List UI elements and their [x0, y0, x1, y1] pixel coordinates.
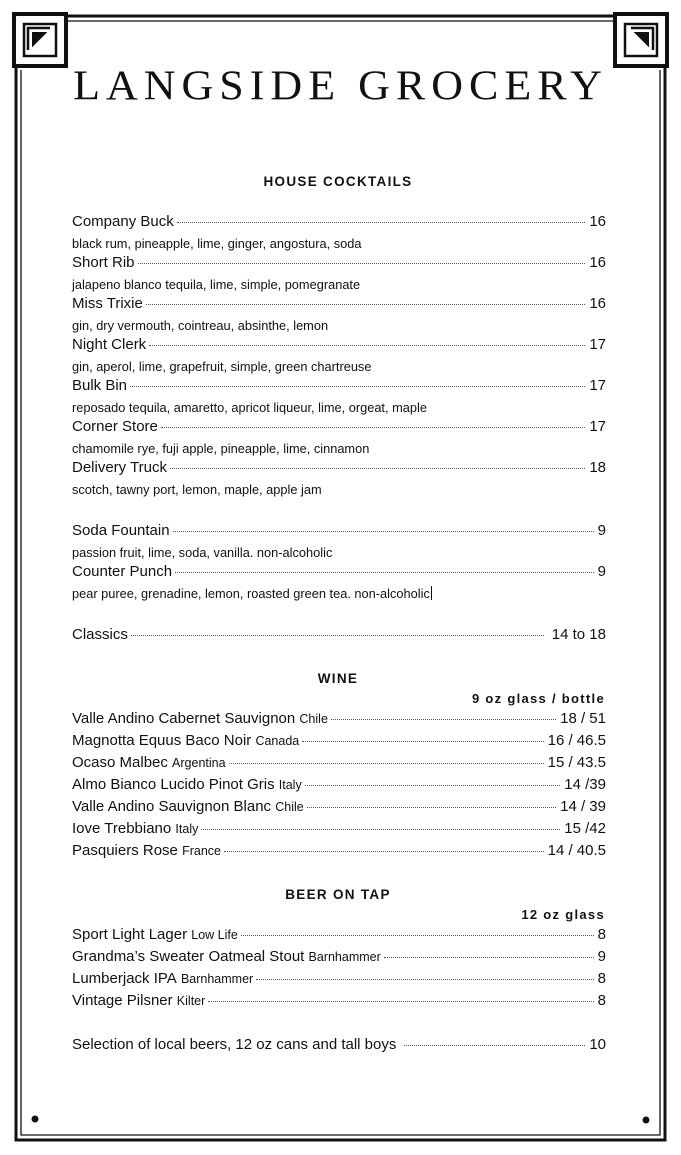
dot-leader — [149, 345, 585, 346]
beer-column-header: 12 oz glass — [521, 907, 605, 922]
wine-price: 18 / 51 — [560, 710, 606, 727]
item-name: Soda Fountain — [72, 522, 170, 539]
beer-brewery: Kilter — [176, 994, 206, 1008]
item-price: 16 — [589, 254, 606, 271]
menu-item-night-clerk — [72, 336, 606, 353]
beer-name: Sport Light Lager — [72, 926, 188, 943]
beer-name: Vintage Pilsner — [72, 992, 173, 1009]
dot-leader — [146, 304, 585, 305]
wine-origin: Italy — [278, 778, 302, 792]
wine-name: Ocaso Malbec — [72, 754, 168, 771]
item-name: Corner Store — [72, 418, 158, 435]
item-description-text: pear puree, grenadine, lemon, roasted green tea. non-alcoholic — [72, 586, 430, 601]
beer-name: Grandma’s Sweater Oatmeal Stout — [72, 948, 305, 965]
beer-brewery: Low Life — [191, 928, 238, 942]
dot-leader — [208, 1001, 593, 1002]
beer-price: 8 — [597, 926, 606, 943]
item-description: scotch, tawny port, lemon, maple, apple jam — [72, 482, 322, 497]
item-price: 17 — [589, 418, 606, 435]
menu-item-counter-punch — [72, 563, 606, 580]
wine-name: Almo Bianco Lucido Pinot Gris — [72, 776, 275, 793]
menu-item-corner-store — [72, 418, 606, 435]
wine-origin: Chile — [275, 800, 304, 814]
item-description: jalapeno blanco tequila, lime, simple, pomegranate — [72, 277, 361, 292]
wine-column-header: 9 oz glass / bottle — [471, 691, 605, 706]
dot-leader — [302, 741, 543, 742]
item-description: gin, dry vermouth, cointreau, absinthe, lemon — [72, 318, 329, 333]
wine-price: 14 /39 — [564, 776, 606, 793]
item-description: gin, aperol, lime, grapefruit, simple, green chartreuse — [72, 359, 372, 374]
dot-leader — [177, 222, 586, 223]
item-name: Counter Punch — [72, 563, 173, 580]
wine-price: 15 / 43.5 — [547, 754, 606, 771]
item-description: chamomile rye, fuji apple, pineapple, lime, cinnamon — [72, 441, 370, 456]
cocktails-heading: HOUSE COCKTAILS — [263, 174, 413, 189]
dot-leader — [131, 635, 544, 636]
menu-item-soda-fountain — [72, 522, 606, 539]
wine-price: 16 / 46.5 — [547, 732, 606, 749]
item-price: 17 — [589, 377, 606, 394]
dot-leader — [307, 807, 556, 808]
item-price: 18 — [589, 459, 606, 476]
wine-name: Valle Andino Cabernet Sauvignon — [72, 710, 296, 727]
wine-origin: Canada — [255, 734, 300, 748]
wine-name: Pasquiers Rose — [72, 842, 178, 859]
dot-leader — [161, 427, 585, 428]
dot-leader — [384, 957, 594, 958]
wine-item — [72, 820, 606, 837]
wine-item — [72, 710, 606, 727]
wine-origin: France — [182, 844, 221, 858]
item-name: Bulk Bin — [72, 377, 128, 394]
beer-price: 8 — [597, 992, 606, 1009]
item-price: 16 — [589, 295, 606, 312]
item-price: 10 — [589, 1036, 606, 1053]
wine-item — [72, 732, 606, 749]
item-name: Selection of local beers, 12 oz cans and tall boys — [72, 1036, 397, 1053]
item-price: 9 — [597, 522, 606, 539]
menu-item-company-buck — [72, 213, 606, 230]
dot-leader — [201, 829, 560, 830]
dot-leader — [138, 263, 586, 264]
item-name: Night Clerk — [72, 336, 147, 353]
item-name: Classics — [72, 626, 128, 643]
item-description — [72, 586, 432, 601]
wine-origin: Italy — [175, 822, 199, 836]
item-description: black rum, pineapple, lime, ginger, angostura, soda — [72, 236, 362, 251]
menu-item-miss-trixie — [72, 295, 606, 312]
menu-item-short-rib — [72, 254, 606, 271]
beer-item — [72, 948, 606, 965]
beer-heading: BEER ON TAP — [285, 887, 391, 902]
beer-item — [72, 970, 606, 987]
wine-name: Magnotta Equus Baco Noir — [72, 732, 252, 749]
item-price: 9 — [597, 563, 606, 580]
beer-item — [72, 926, 606, 943]
item-name: Company Buck — [72, 213, 174, 230]
item-name: Miss Trixie — [72, 295, 143, 312]
wine-price: 14 / 39 — [560, 798, 606, 815]
item-price: 17 — [589, 336, 606, 353]
wine-origin: Argentina — [172, 756, 226, 770]
beer-item — [72, 992, 606, 1009]
beer-price: 8 — [597, 970, 606, 987]
wine-price: 15 /42 — [564, 820, 606, 837]
menu-item-bulk-bin — [72, 377, 606, 394]
item-name: Short Rib — [72, 254, 135, 271]
menu-item-delivery-truck — [72, 459, 606, 476]
menu-item-classics — [72, 626, 606, 643]
dot-leader — [331, 719, 556, 720]
page-title: LANGSIDE GROCERY — [73, 62, 608, 109]
corner-ornament-top-right — [615, 14, 667, 66]
wine-item — [72, 776, 606, 793]
local-beer-selection — [72, 1036, 606, 1053]
beer-price: 9 — [597, 948, 606, 965]
corner-dot-bottom-right — [643, 1117, 650, 1124]
wine-item — [72, 798, 606, 815]
dot-leader — [224, 851, 544, 852]
corner-dot-bottom-left — [32, 1116, 39, 1123]
dot-leader — [256, 979, 593, 980]
dot-leader — [173, 531, 594, 532]
dot-leader — [130, 386, 585, 387]
item-name: Delivery Truck — [72, 459, 168, 476]
wine-heading: WINE — [317, 671, 359, 686]
dot-leader — [229, 763, 544, 764]
item-description: reposado tequila, amaretto, apricot liqueur, lime, orgeat, maple — [72, 400, 427, 415]
beer-name: Lumberjack IPA — [72, 970, 177, 987]
item-price: 16 — [589, 213, 606, 230]
beer-brewery: Barnhammer — [308, 950, 381, 964]
wine-item — [72, 842, 606, 859]
corner-ornament-top-left — [14, 14, 66, 66]
wine-origin: Chile — [299, 712, 328, 726]
dot-leader — [305, 785, 561, 786]
dot-leader — [170, 468, 585, 469]
text-cursor — [431, 586, 432, 600]
wine-price: 14 / 40.5 — [547, 842, 606, 859]
beer-brewery: Barnhammer — [180, 972, 254, 986]
wine-name: Iove Trebbiano — [72, 820, 172, 837]
item-price: 14 to 18 — [551, 626, 606, 643]
wine-name: Valle Andino Sauvignon Blanc — [72, 798, 272, 815]
dot-leader — [404, 1045, 585, 1046]
dot-leader — [241, 935, 594, 936]
wine-item — [72, 754, 606, 771]
item-description: passion fruit, lime, soda, vanilla. non-alcoholic — [72, 545, 333, 560]
dot-leader — [175, 572, 594, 573]
